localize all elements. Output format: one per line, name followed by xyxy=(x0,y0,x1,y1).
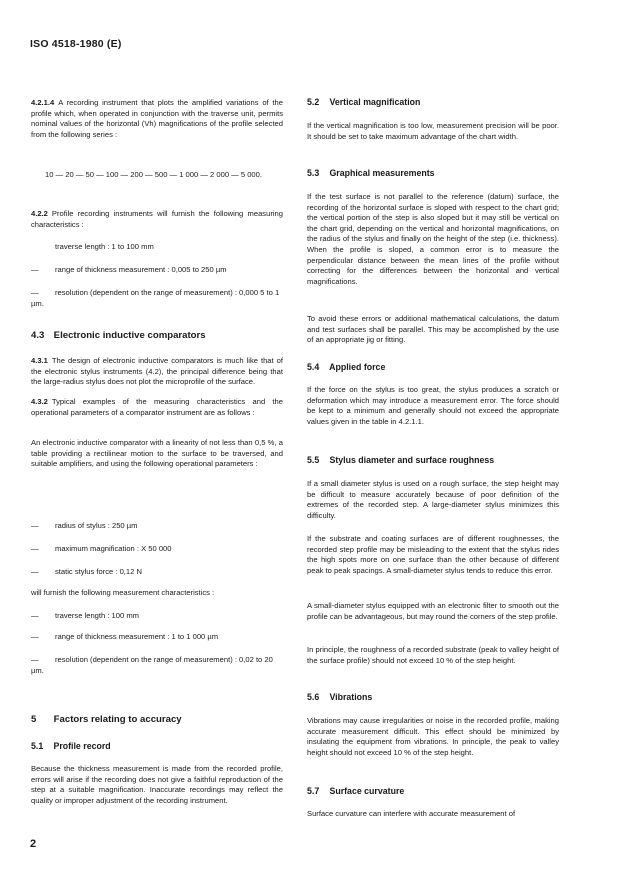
clause-number: 4.2.1.4 xyxy=(31,98,55,107)
section-heading-5-6: 5.6 Vibrations xyxy=(307,692,373,702)
section-heading-5-5: 5.5 Stylus diameter and surface roughness xyxy=(307,455,495,465)
para-5-3-a: If the test surface is not parallel to the reference (datum) surface, the recording of the horizontal surface is sloped with respect to the chart grid; the vertical portion of the step is also sloped but it may still be vertical on the chart grid, depending on the vertical and horizontal magnifications, on the radius of the stylus and finally on the height of the step (i.e. thickness). When the profile is sloped, a common error is to measure the perpendicular distance between the mean lines of the profile without correcting for the differences between the horizontal and vertical magnifications. xyxy=(307,192,559,286)
section-heading-5-2: 5.2 Vertical magnification xyxy=(307,97,421,107)
para-5-1: Because the thickness measurement is made from the recorded profile, errors will arise if the recording does not give a faithful reproduction of the step at a suitable magnification. Inaccurate recordings may reflect the quality or improper adjustment of the recording instrument. xyxy=(31,764,283,805)
list-item: — radius of stylus : 250 µm xyxy=(31,521,138,530)
list-item: — maximum magnification : X 50 000 xyxy=(31,544,172,553)
para-5-5-d: In principle, the roughness of a recorded substrate (peak to valley height of the surface profile) should not exceed 10 % of the step height. xyxy=(307,645,559,665)
magnification-series: 10 — 20 — 50 — 100 — 200 — 500 — 1 000 — 2 000 — 5 000. xyxy=(45,170,262,179)
para-5-3-b: To avoid these errors or additional mathematical calculations, the datum and test surfaces shall be parallel. This may be accomplished by the use of an appropriate jig or fitting. xyxy=(307,314,559,345)
list-item: — range of thickness measurement : 0,005 to 250 µm xyxy=(31,265,227,274)
list-item: — resolution (dependent on the range of measurement) : 0,02 to 20 µm. xyxy=(31,655,273,675)
section-heading-5-3: 5.3 Graphical measurements xyxy=(307,168,435,178)
para-5-5-b: If the substrate and coating surfaces are of different roughnesses, the recorded step profile may be misleading to the extent that the stylus rides the high spots more on one surface than the other because of different peak to peak spacings. A small-diameter stylus tends to reduce this error. xyxy=(307,534,559,575)
para-5-5-c: A small-diameter stylus equipped with an electronic filter to smooth out the profile can be advantageous, but may round the corners of the step profile. xyxy=(307,601,559,621)
para-4-2-2 xyxy=(31,209,283,230)
list-item: — resolution (dependent on the range of measurement) : 0,000 5 to 1 µm. xyxy=(31,288,280,308)
para-5-5-a: If a small diameter stylus is used on a rough surface, the step height may be difficult to measure accurately because of poor definition of the extremes of the recorded step. A large-diameter stylus minimizes this difficulty. xyxy=(307,479,559,520)
section-heading-4-3: 4.3 Electronic inductive comparators xyxy=(31,330,206,341)
list-item: — traverse length : 100 mm xyxy=(31,611,139,620)
para-5-2: If the vertical magnification is too low, measurement precision will be poor. It should be set to take maximum advantage of the chart width. xyxy=(307,121,559,141)
clause-text: A recording instrument that plots the amplified variations of the profile which, when operated in conjunction with the traverse unit, permits nominal values of the horizontal (Vh) magnifications of the profile selected from the following series : xyxy=(31,98,283,139)
para-4-3-2: 4.3.2 Typical examples of the measuring characteristics and the operational parameters of a comparator instrument are as follows : xyxy=(31,397,283,417)
section-heading-5-7: 5.7 Surface curvature xyxy=(307,786,405,796)
document-header: ISO 4518-1980 (E) xyxy=(30,38,122,50)
list-item: — range of thickness measurement : 1 to 1 000 µm xyxy=(31,632,219,641)
section-heading-5-1: 5.1 Profile record xyxy=(31,741,111,751)
list-item: traverse length : 1 to 100 mm xyxy=(55,242,154,251)
para-5-4: If the force on the stylus is too great, the stylus produces a scratch or deformation which may introduce a measurement error. The force should be kept to a minimum and generally should not exceed the appropriate values given in the table in 4.2.1.1. xyxy=(307,385,559,426)
clause-number: 4.2.2 xyxy=(31,209,48,218)
para-4-3-1: 4.3.1 The design of electronic inductive comparators is much like that of the electronic stylus instruments (4.2), the principal difference being that the large-radius stylus does not plot the microprofile of the surface. xyxy=(31,356,283,387)
para-4-2-1-4 xyxy=(31,98,283,140)
para-furnish: will furnish the following measurement characteristics : xyxy=(31,588,215,597)
para-5-7: Surface curvature can interfere with accurate measurement of xyxy=(307,809,516,818)
para-5-6: Vibrations may cause irregularities or noise in the recorded profile, making accurate measurement difficult. This effect should be minimized by insulating the equipment from vibrations. In principle, the peak to valley height should not exceed 10 % of the step height. xyxy=(307,716,559,757)
section-heading-5-4: 5.4 Applied force xyxy=(307,362,386,372)
para-electronic-comparator: An electronic inductive comparator with a linearity of not less than 0,5 %, a table providing a rectilinear motion to the surface to be traversed, and suitable amplifiers, and using the following operational parameters : xyxy=(31,438,283,469)
clause-text: Profile recording instruments will furnish the following measuring characteristics : xyxy=(31,209,283,229)
list-item: — static stylus force : 0,12 N xyxy=(31,567,142,576)
page-number: 2 xyxy=(30,838,37,850)
section-heading-5: 5 Factors relating to accuracy xyxy=(31,714,182,725)
